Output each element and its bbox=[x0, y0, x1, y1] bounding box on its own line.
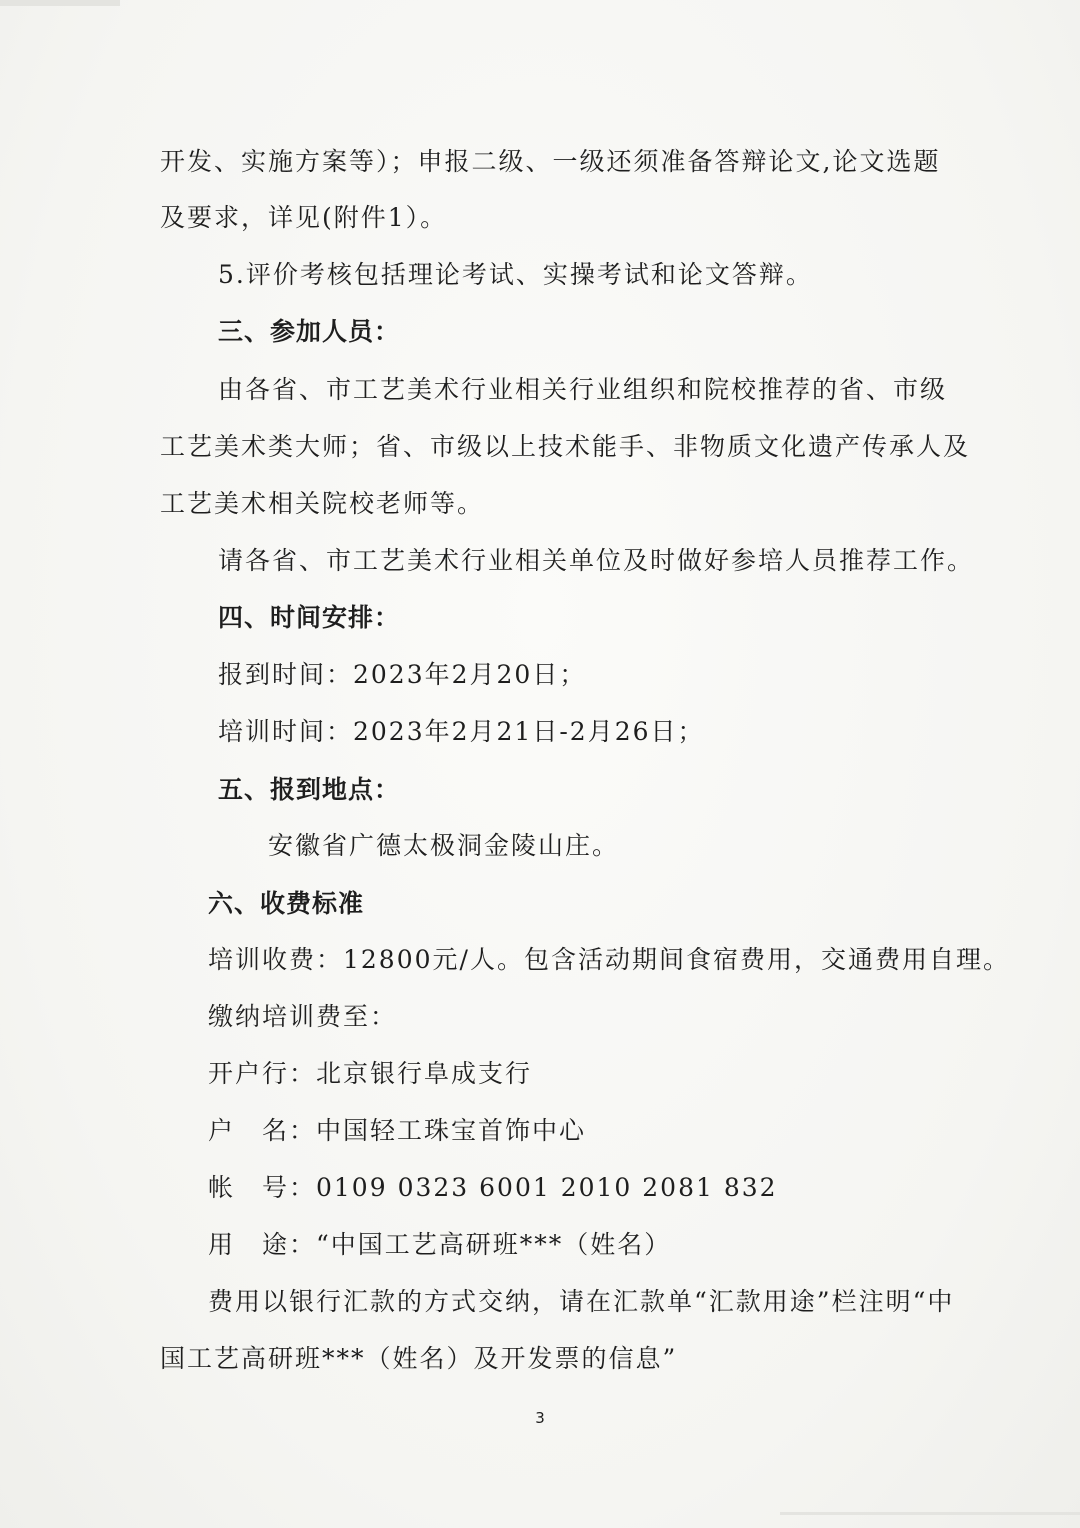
section-heading: 三、参加人员： bbox=[218, 317, 401, 346]
text-line: 安徽省广德太极洞金陵山庄。 bbox=[268, 831, 620, 860]
text-line: 工艺美术类大师；省、市级以上技术能手、非物质文化遗产传承人及 bbox=[160, 432, 971, 461]
text-line: 及要求，详见(附件1）。 bbox=[160, 203, 448, 232]
text-line: 报到时间：2023年2月20日； bbox=[218, 660, 587, 689]
text-line: 费用以银行汇款的方式交纳，请在汇款单“汇款用途”栏注明“中 bbox=[208, 1287, 955, 1316]
text-line: 开发、实施方案等）；申报二级、一级还须准备答辩论文,论文选题 bbox=[160, 147, 941, 176]
text-line: 国工艺高研班***（姓名）及开发票的信息” bbox=[160, 1344, 678, 1373]
text-line: 培训时间：2023年2月21日-2月26日； bbox=[218, 717, 705, 746]
section-heading: 四、时间安排： bbox=[218, 603, 401, 632]
scan-mark-top-left bbox=[0, 0, 120, 6]
section-heading: 六、收费标准 bbox=[208, 889, 365, 918]
text-line: 户 名：中国轻工珠宝首饰中心 bbox=[208, 1116, 587, 1145]
text-line: 缴纳培训费至： bbox=[208, 1002, 398, 1031]
page-number: 3 bbox=[535, 1409, 545, 1427]
text-line: 开户行：北京银行阜成支行 bbox=[208, 1059, 533, 1088]
text-line: 培训收费：12800元/人。包含活动期间食宿费用，交通费用自理。 bbox=[208, 945, 1010, 974]
text-line: 用 途：“中国工艺高研班***（姓名） bbox=[208, 1230, 672, 1259]
text-line: 由各省、市工艺美术行业相关行业组织和院校推荐的省、市级 bbox=[218, 375, 948, 404]
text-line: 工艺美术相关院校老师等。 bbox=[160, 489, 485, 518]
scan-mark-bottom bbox=[780, 1512, 1080, 1515]
text-line: 请各省、市工艺美术行业相关单位及时做好参培人员推荐工作。 bbox=[218, 546, 975, 575]
text-line: 5.评价考核包括理论考试、实操考试和论文答辩。 bbox=[218, 260, 813, 289]
text-line: 帐 号：0109 0323 6001 2010 2081 832 bbox=[208, 1173, 778, 1202]
section-heading: 五、报到地点： bbox=[218, 775, 401, 804]
